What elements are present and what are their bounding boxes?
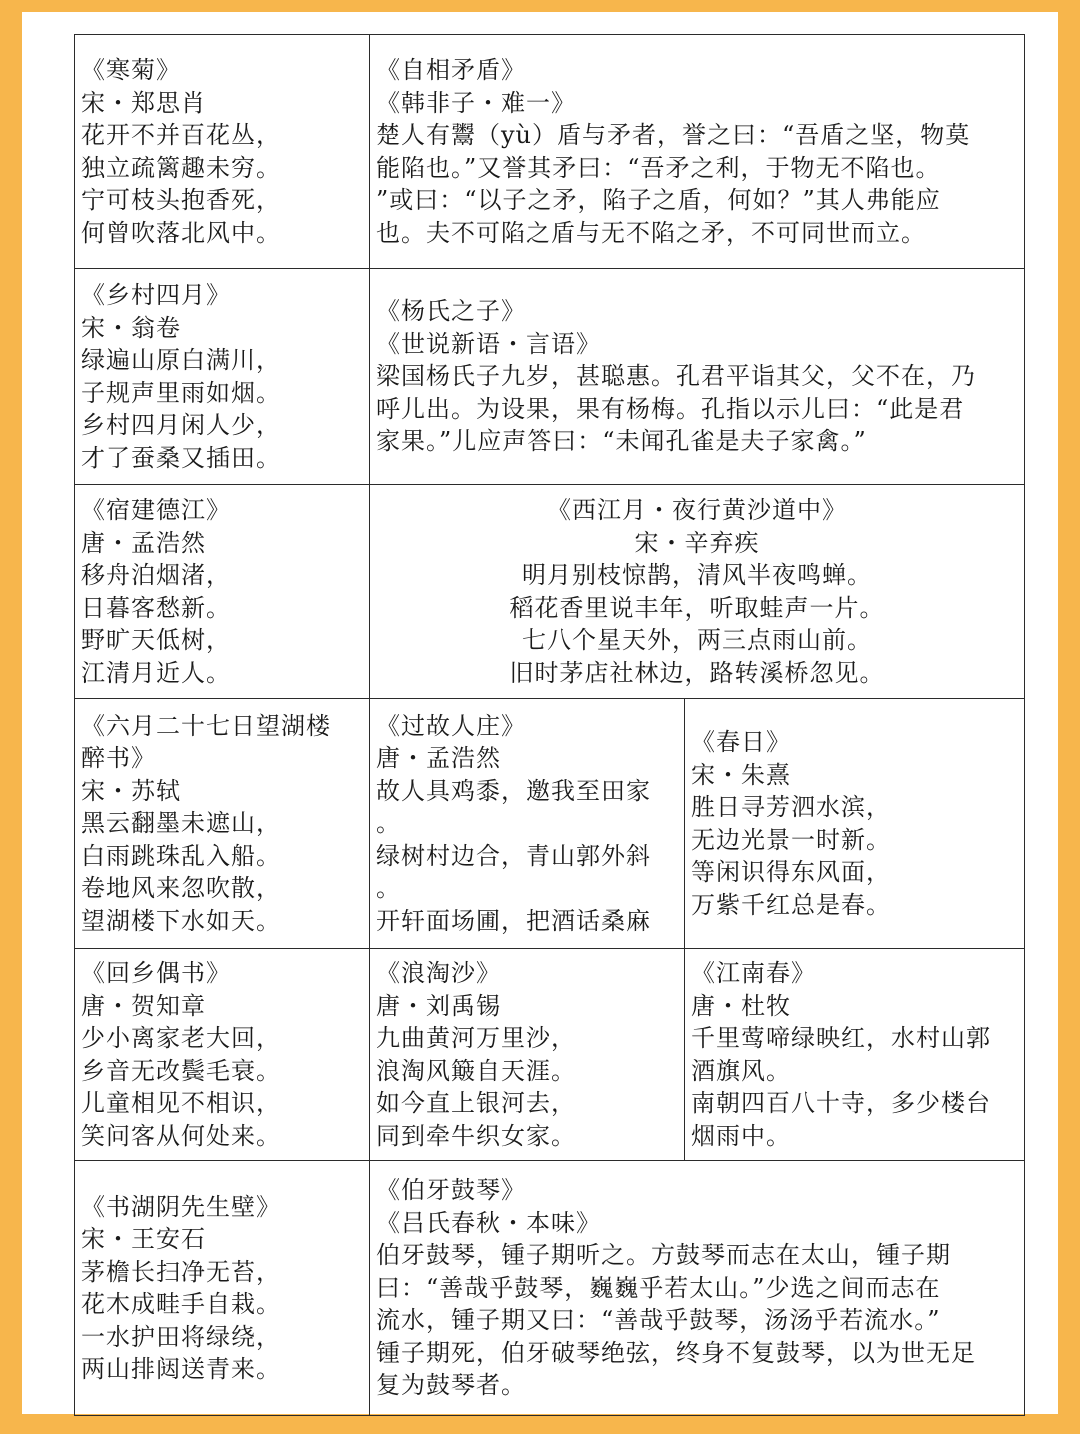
poem-line: 七八个星天外，两三点雨山前。 [522, 626, 872, 654]
poem-title: 《春日》 [691, 728, 791, 756]
poem-line: 白雨跳珠乱入船。 [81, 841, 281, 870]
poem-line: 等闲识得东风面， [691, 858, 891, 886]
poem-line: 烟雨中。 [691, 1121, 791, 1150]
poem-title: 《寒菊》 [81, 56, 181, 84]
poem-title: 《宿建德江》 [81, 496, 231, 524]
poem-line: 宋・朱熹 [691, 760, 791, 789]
poem-line: 南朝四百八十寺，多少楼台 [691, 1089, 991, 1117]
poem-line: 锺子期死，伯牙破琴绝弦，终身不复鼓琴，以为世无足 [376, 1338, 976, 1367]
poem-line: 唐・刘禹锡 [376, 991, 501, 1020]
poem-line: 千里莺啼绿映红，水村山郭 [691, 1024, 991, 1052]
poem-line: 旧时茅店社林边，路转溪桥忽见。 [509, 658, 885, 687]
poem-table-body [75, 35, 1025, 1416]
poem-cell [370, 949, 685, 1161]
poem-line: 酒旗风。 [691, 1056, 791, 1085]
poem-line: 胜日寻芳泗水滨， [691, 793, 891, 821]
poem-line: 能陷也。”又誉其矛曰：“吾矛之利，于物无不陷也。 [376, 153, 941, 182]
poem-line: 无边光景一时新。 [691, 825, 891, 854]
poem-cell [75, 269, 370, 485]
poem-cell [685, 699, 1025, 949]
poem-line: 《韩非子・难一》 [376, 88, 576, 117]
poem-line: 醉书》 [81, 744, 156, 773]
poem-cell [75, 1161, 370, 1416]
poem-sheet [22, 12, 1058, 1414]
poem-line: 移舟泊烟渚， [81, 561, 231, 589]
poem-line: 《吕氏春秋・本味》 [376, 1208, 601, 1237]
poem-line: 独立疏篱趣未穷。 [81, 153, 281, 182]
poem-line: 唐・杜牧 [691, 991, 791, 1020]
poem-line: 九曲黄河万里沙， [376, 1024, 576, 1052]
poem-line: 花开不并百花丛， [81, 121, 281, 149]
poem-cell [370, 485, 1025, 699]
poem-line: 万紫千红总是春。 [691, 890, 891, 919]
poem-row [75, 269, 1025, 485]
poem-title: 《杨氏之子》 [376, 297, 526, 326]
poem-line: 宋・翁卷 [81, 313, 181, 342]
poem-row [75, 1161, 1025, 1416]
poem-line: 宋・苏轼 [81, 776, 181, 805]
poem-cell [370, 1161, 1025, 1416]
poem-line: 绿树村边合，青山郭外斜 [376, 841, 651, 870]
poem-line: 日暮客愁新。 [81, 593, 231, 622]
poem-line: 楚人有鬻（yù）盾与矛者，誉之曰：“吾盾之坚，物莫 [376, 121, 971, 149]
poem-line: 开轩面场圃，把酒话桑麻 [376, 906, 651, 935]
poem-row [75, 949, 1025, 1161]
poem-cell [75, 949, 370, 1161]
poem-line: 一水护田将绿绕， [81, 1322, 281, 1351]
poem-line: 明月别枝惊鹊，清风半夜鸣蝉。 [522, 561, 872, 589]
poem-line: 唐・贺知章 [81, 991, 206, 1020]
poem-title: 《乡村四月》 [81, 281, 231, 309]
poem-line: 花木成畦手自栽。 [81, 1290, 281, 1318]
poem-line: 梁国杨氏子九岁，甚聪惠。孔君平诣其父，父不在，乃 [376, 362, 976, 391]
poem-cell [685, 949, 1025, 1161]
poem-line: 江清月近人。 [81, 658, 231, 687]
poem-line: 笑问客从何处来。 [81, 1121, 281, 1150]
poem-title: 《江南春》 [691, 959, 816, 987]
poem-line: 如今直上银河去， [376, 1089, 576, 1117]
poem-row [75, 485, 1025, 699]
poem-line: 才了蚕桑又插田。 [81, 443, 281, 472]
poem-line: 《世说新语・言语》 [376, 329, 601, 358]
poem-line: 黑云翻墨未遮山， [81, 809, 281, 838]
poem-line: 何曾吹落北风中。 [81, 218, 281, 247]
poem-row [75, 699, 1025, 949]
poem-line: 宋・辛弃疾 [634, 528, 760, 557]
poem-line: 浪淘风簸自天涯。 [376, 1056, 576, 1085]
poem-line: 呼儿出。为设果，果有杨梅。孔指以示儿曰：“此是君 [376, 394, 965, 423]
poem-line: 故人具鸡黍，邀我至田家 [376, 776, 651, 805]
poem-line: 宁可枝头抱香死， [81, 186, 281, 214]
poem-line: 绿遍山原白满川， [81, 346, 281, 374]
poem-line: 乡村四月闲人少， [81, 411, 281, 439]
poem-cell [75, 35, 370, 269]
poem-line: 两山排闼送青来。 [81, 1355, 281, 1383]
poem-line: 流水，锺子期又曰：“善哉乎鼓琴，汤汤乎若流水。” [376, 1306, 941, 1335]
poem-cell [370, 269, 1025, 485]
poem-line: 也。夫不可陷之盾与无不陷之矛，不可同世而立。 [376, 218, 926, 247]
poem-title: 《浪淘沙》 [376, 959, 501, 987]
poem-line: 儿童相见不相识， [81, 1089, 281, 1117]
poem-line: 乡音无改鬓毛衰。 [81, 1056, 281, 1085]
poem-title: 《伯牙鼓琴》 [376, 1176, 526, 1205]
poem-line: 稻花香里说丰年，听取蛙声一片。 [509, 593, 885, 622]
poem-title: 《书湖阴先生壁》 [81, 1192, 281, 1221]
poem-line: 卷地风来忽吹散， [81, 874, 281, 903]
poem-line: 茅檐长扫净无苔， [81, 1257, 281, 1286]
poem-line: 唐・孟浩然 [376, 744, 501, 773]
poem-line: 。 [376, 809, 401, 838]
poem-row [75, 35, 1025, 269]
poem-line: 望湖楼下水如天。 [81, 906, 281, 935]
poem-line: ”或曰：“以子之矛，陷子之盾，何如？”其人弗能应 [376, 186, 941, 214]
poem-cell [75, 485, 370, 699]
poem-line: 曰：“善哉乎鼓琴，巍巍乎若太山。”少选之间而志在 [376, 1273, 941, 1302]
poem-line: 宋・王安石 [81, 1225, 206, 1253]
poem-line: 伯牙鼓琴，锺子期听之。方鼓琴而志在太山，锺子期 [376, 1241, 951, 1270]
poem-line: 家果。”儿应声答曰：“未闻孔雀是夫子家禽。” [376, 427, 867, 456]
poem-title: 《自相矛盾》 [376, 56, 526, 84]
poem-line: 复为鼓琴者。 [376, 1371, 526, 1400]
poem-line: 少小离家老大回， [81, 1024, 281, 1052]
poem-title: 《六月二十七日望湖楼 [81, 711, 331, 740]
poem-cell [75, 699, 370, 949]
poem-cell [370, 35, 1025, 269]
poem-table [74, 34, 1025, 1416]
poem-line: 宋・郑思肖 [81, 88, 206, 117]
poem-title: 《过故人庄》 [376, 711, 526, 740]
poem-line: 子规声里雨如烟。 [81, 378, 281, 407]
poem-line: 唐・孟浩然 [81, 528, 206, 557]
poem-line: 。 [376, 874, 401, 903]
poem-line: 野旷天低树， [81, 626, 231, 654]
poem-cell [370, 699, 685, 949]
poem-title: 《西江月・夜行黄沙道中》 [547, 496, 847, 524]
poem-title: 《回乡偶书》 [81, 959, 231, 987]
poem-line: 同到牵牛织女家。 [376, 1121, 576, 1150]
